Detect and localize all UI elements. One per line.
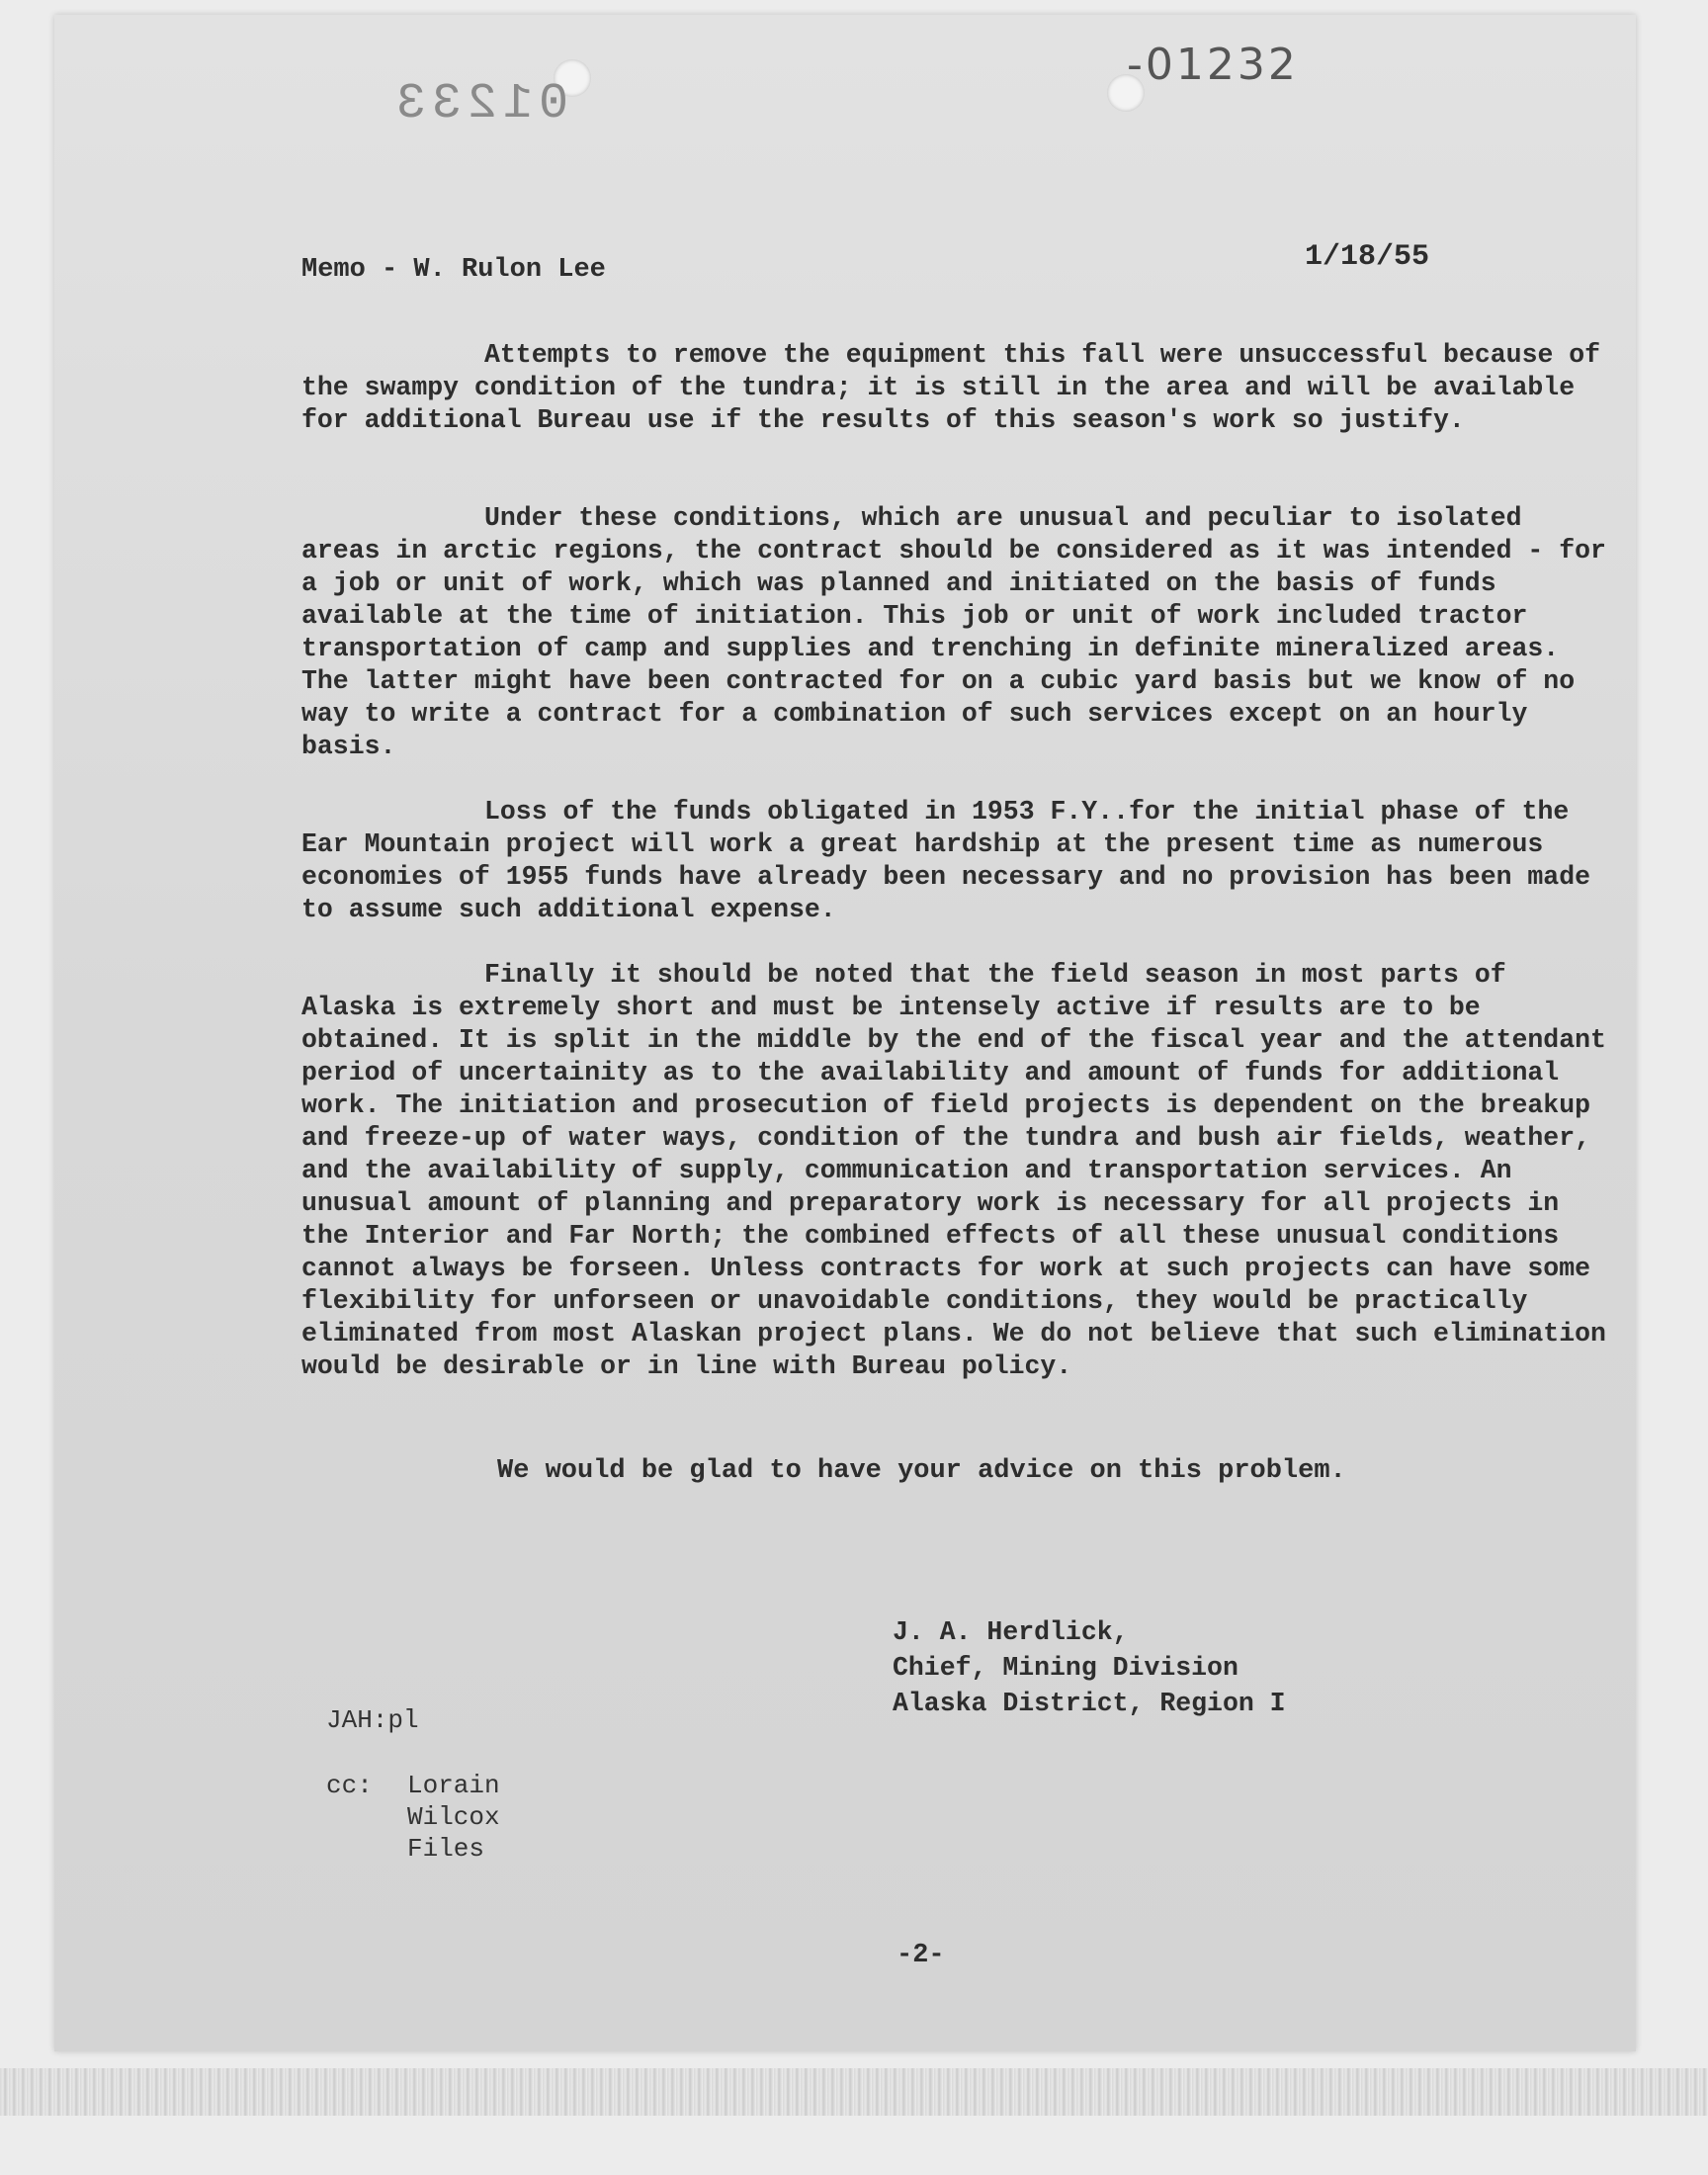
memo-date: 1/18/55 <box>1305 240 1430 274</box>
typist-initials: JAH:pl <box>326 1705 419 1735</box>
document-page <box>54 15 1636 2051</box>
signature-title: Chief, Mining Division <box>893 1653 1238 1683</box>
memo-header: Memo - W. Rulon Lee <box>301 255 606 285</box>
paragraph <box>301 796 1606 926</box>
paragraph-text: Attempts to remove the equipment this fall were unsuccessful because of the swampy condition of the tundra; it is still in the area and will be available for additional Bureau use if the results of this season's work so justify. <box>301 340 1601 435</box>
paragraph-text: Finally it should be noted that the field season in most parts of Alaska is extremely short and must be intensely active if results are to be obtained. It is split in the middle by the end of the fiscal year and the attendant period of uncertainity as to the availability and amount of funds for additional work. The initiation and prosecution of field projects is dependent on the breakup and freeze-up of water ways, condition of the tundra and bush air fields, weather, and the availability of supply, communication and transportation services. An unusual amount of planning and preparatory work is necessary for all projects in the Interior and Far North; the combined effects of all these unusual conditions cannot always be forseen. Unless contracts for work at such projects can have some flexibility for unforseen or unavoidable conditions, they would be practically eliminated from most Alaskan project plans. We do not believe that such elimination would be desirable or in line with Bureau policy. <box>301 960 1606 1381</box>
signature-name: J. A. Herdlick, <box>893 1617 1129 1647</box>
page-number: -2- <box>897 1941 945 1970</box>
paragraph <box>301 339 1606 437</box>
paragraph-text: Under these conditions, which are unusual and peculiar to isolated areas in arctic regions, the contract should be considered as it was intended - for a job or unit of work, which was planned and initiated on the basis of funds available at the time of initiation. This job or unit of work included tractor transportation of camp and supplies and trenching in definite mineralized areas. The latter might have been contracted for on a cubic yard basis but we know of no way to write a contract for a combination of such services except on an hourly basis. <box>301 503 1606 761</box>
closing-line: We would be glad to have your advice on this problem. <box>497 1456 1346 1486</box>
cc-label: cc: <box>326 1771 373 1800</box>
signature-block <box>893 1614 1286 1721</box>
signature-office: Alaska District, Region I <box>893 1689 1286 1718</box>
cc-name: Lorain <box>407 1771 500 1800</box>
cc-name: Wilcox <box>407 1802 500 1832</box>
paragraph <box>301 959 1606 1383</box>
paragraph <box>301 502 1606 763</box>
cc-list <box>326 1770 500 1865</box>
stamped-number: 01233 <box>390 76 569 132</box>
scan-artifact <box>0 2068 1708 2116</box>
cc-name: Files <box>407 1834 485 1864</box>
paragraph-text: Loss of the funds obligated in 1953 F.Y..for the initial phase of the Ear Mountain project will work a great hardship at the present time as numerous economies of 1955 funds have already been necessary and no provision has been made to assume such additional expense. <box>301 797 1591 924</box>
handwritten-number: -01232 <box>1127 40 1299 90</box>
